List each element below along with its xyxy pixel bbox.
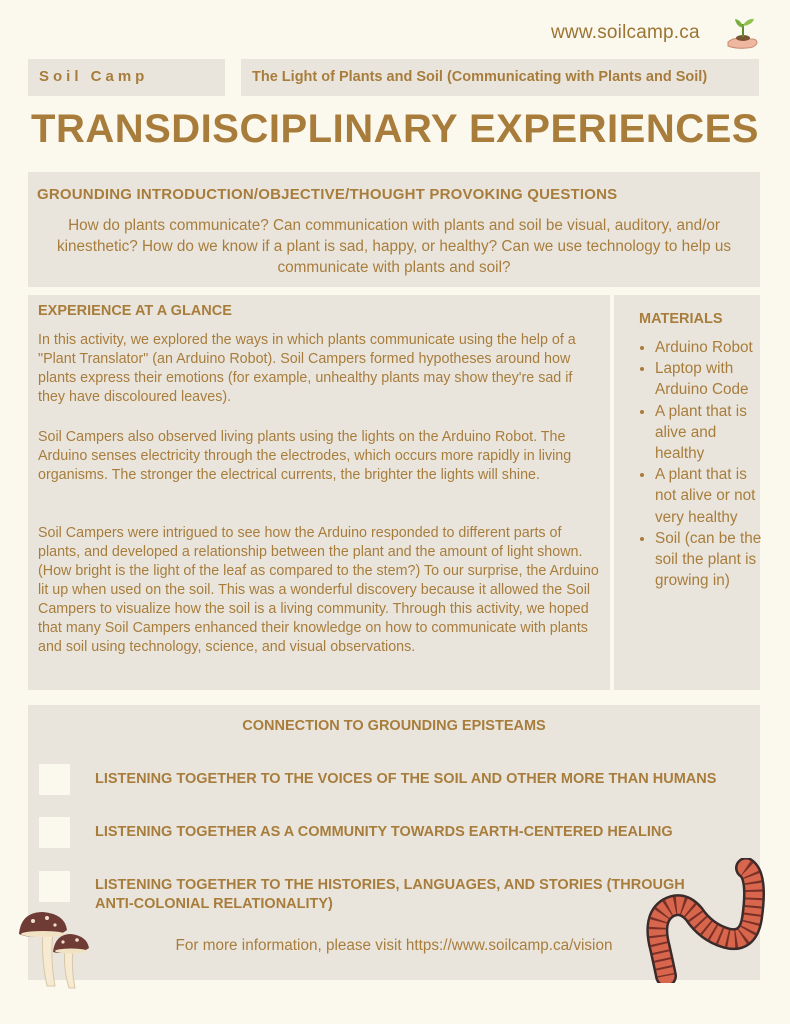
experience-paragraph: Soil Campers also observed living plants using the lights on the Arduino Robot. The Arduino senses electricity through the electrodes, which occurs more rapidly in living organisms. The stronger the electrical currents, the brighter the lights will shine. — [38, 429, 572, 483]
grounding-heading: GROUNDING INTRODUCTION/OBJECTIVE/THOUGHT PROVOKING QUESTIONS — [37, 186, 618, 203]
experience-heading: EXPERIENCE AT A GLANCE — [38, 303, 232, 319]
experience-paragraph: In this activity, we explored the ways in which plants communicate using the help of a "Plant Translator" (an Arduino Robot). Soil Campers formed hypotheses around how plants express their emotions (for example, unhealthy plants may show they're sad if they have discoloured leaves). — [38, 332, 576, 405]
lesson-title-tag — [241, 59, 759, 96]
material-item: • Soil (can be the soil the plant is growing in) — [655, 528, 765, 592]
episteam-label-1: LISTENING TOGETHER TO THE VOICES OF THE SOIL AND OTHER MORE THAN HUMANS — [95, 771, 717, 787]
footer-info-link[interactable]: For more information, please visit https://www.soilcamp.ca/vision — [175, 937, 613, 954]
material-item: • Arduino Robot — [655, 337, 765, 358]
page-title: TRANSDISCIPLINARY EXPERIENCES — [31, 107, 759, 151]
materials-section — [614, 295, 760, 690]
material-item: • A plant that is not alive or not very healthy — [655, 464, 765, 528]
hand-plant-icon — [724, 10, 760, 52]
experience-section — [28, 295, 610, 690]
connection-heading: CONNECTION TO GROUNDING EPISTEAMS — [242, 718, 546, 734]
materials-heading: MATERIALS — [639, 311, 723, 327]
mushrooms-icon — [17, 908, 93, 990]
materials-list — [636, 337, 765, 591]
org-tag — [28, 59, 225, 96]
material-item: • A plant that is alive and healthy — [655, 401, 765, 465]
experience-paragraph: Soil Campers were intrigued to see how the Arduino responded to different parts of plants, and developed a relationship between the plant and the amount of light shown. (How bright is the light of the leaf as compared to the stem?) To our surprise, the Arduino lit up when used on the soil. This was a wonderful discovery because it allowed the Soil Campers to visualize how the soil is a living community. Through this activity, we hoped that many Soil Campers enhanced their knowledge on how to communicate with plants and soil using technology, science, and visual observations. — [38, 525, 599, 655]
worm-icon — [646, 858, 766, 983]
grounding-section — [28, 172, 760, 287]
grounding-text: How do plants communicate? Can communication with plants and soil be visual, auditory, and/or kinesthetic? How do we know if a plant is sad, happy, or healthy? Can we use technology to help us communicate with plants and soil? — [56, 217, 732, 276]
episteam-label-3: LISTENING TOGETHER TO THE HISTORIES, LANGUAGES, AND STORIES (THROUGH ANTI-COLONIAL RELATIONALITY) — [95, 877, 685, 912]
episteam-label-2: LISTENING TOGETHER AS A COMMUNITY TOWARDS EARTH-CENTERED HEALING — [95, 824, 673, 840]
lesson-title: The Light of Plants and Soil (Communicating with Plants and Soil) — [252, 69, 708, 85]
episteam-checkbox-2[interactable] — [39, 817, 70, 848]
episteam-checkbox-3[interactable] — [39, 871, 70, 902]
site-url[interactable]: www.soilcamp.ca — [551, 22, 700, 43]
episteam-checkbox-1[interactable] — [39, 764, 70, 795]
material-item: • Laptop with Arduino Code — [655, 358, 765, 400]
org-tag-label: Soil Camp — [39, 68, 149, 85]
